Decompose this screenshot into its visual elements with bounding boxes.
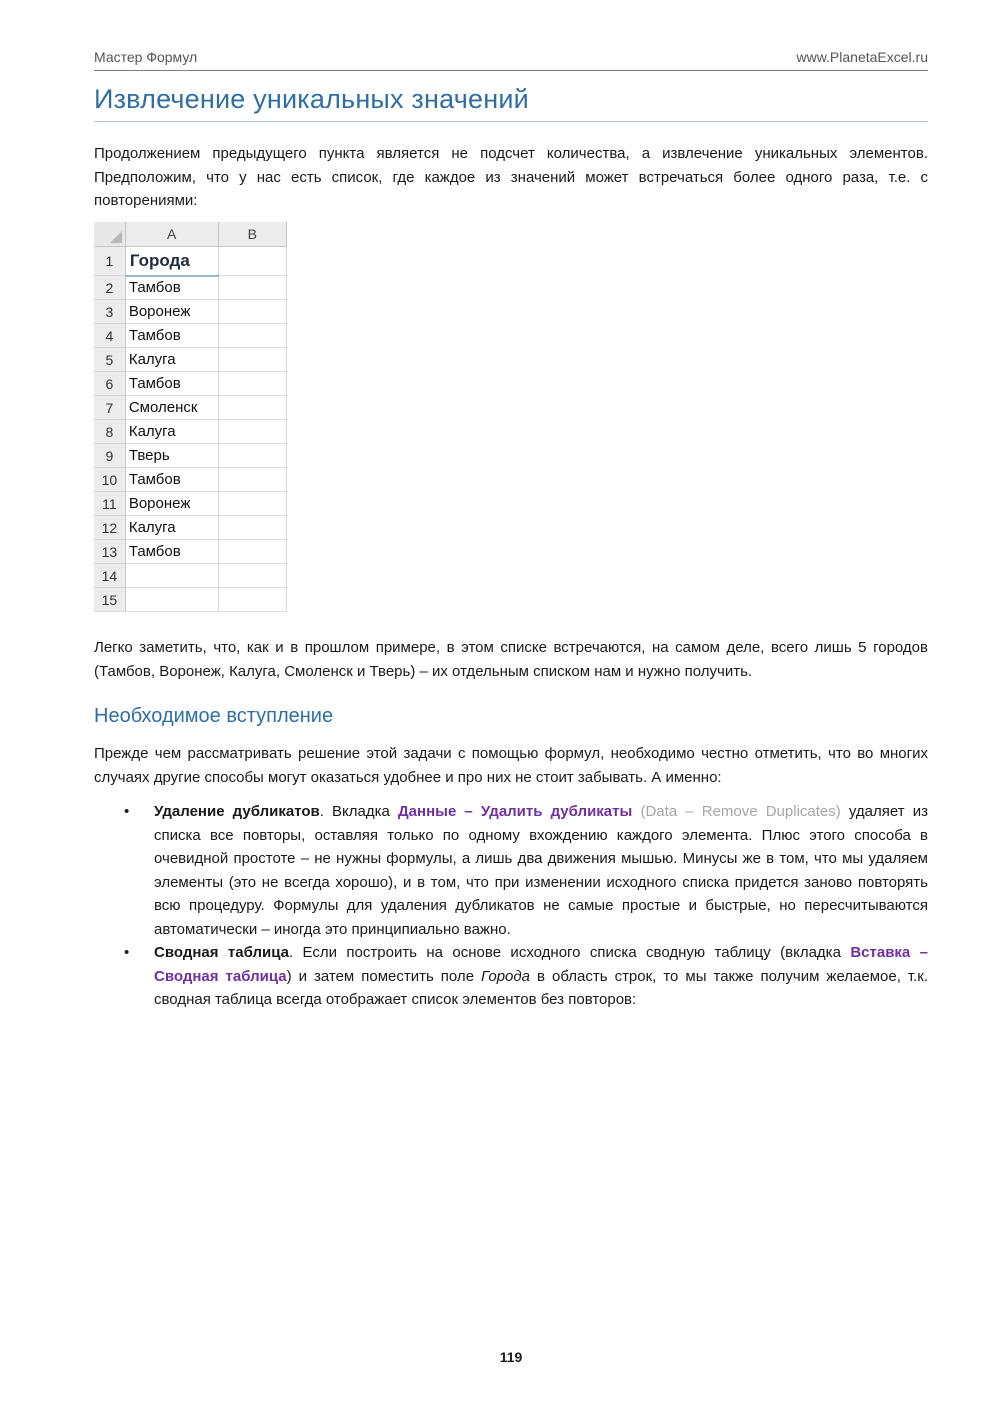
row-header: 5: [94, 348, 125, 372]
menu-path-pivot-table: Вставка – Сводная таблица: [154, 944, 929, 985]
running-header: [94, 46, 928, 71]
city-cell: Тамбов: [125, 468, 218, 492]
bullet-icon: •: [124, 944, 130, 961]
empty-cell: [218, 372, 286, 396]
row-header: 2: [94, 276, 125, 300]
row-header: 15: [94, 588, 125, 612]
table-row: [94, 588, 287, 612]
subheading: Необходимое вступление: [94, 705, 334, 727]
city-cell: Тамбов: [125, 276, 218, 300]
empty-cell: [218, 444, 286, 468]
section-title: Извлечение уникальных значений: [94, 84, 928, 122]
city-cell: Тверь: [125, 444, 218, 468]
text-span: . Вкладка: [319, 803, 398, 820]
text-span: ) и затем поместить поле: [286, 967, 482, 985]
table-row: [94, 492, 287, 516]
text-span: удаляет из списка все повторы, оставляя только по одному вхождению каждого элемента. Плюс этого способа в очевидной простоте – не нужны формулы, а лишь два движения мышью. Минусы же в том, что мы удаляем элементы (это не всегда хорошо), и в том, что при изменении исходного списка придется заново повторять всю процедуру. Формулы для удаления дубликатов не самые простые и быстрые, но пересчитываются автоматически – иногда это принципиально важно.: [154, 803, 928, 938]
row-header: 13: [94, 540, 125, 564]
empty-cell: [218, 276, 286, 300]
city-cell: Тамбов: [125, 540, 218, 564]
menu-path-remove-duplicates: Данные – Удалить дубликаты: [398, 803, 633, 820]
select-all-corner: [94, 222, 125, 247]
term-remove-duplicates: Удаление дубликатов: [154, 803, 320, 820]
city-cell: Калуга: [125, 348, 218, 372]
menu-path-english: (Data – Remove Duplicates): [640, 803, 841, 820]
row-header: 7: [94, 396, 125, 420]
empty-cell: [218, 564, 286, 588]
row-header: 1: [94, 247, 125, 276]
empty-cell: [218, 420, 286, 444]
city-cell: [125, 588, 218, 612]
table-row: [94, 348, 287, 372]
list-item-remove-duplicates: [94, 800, 928, 941]
row-header: 9: [94, 444, 125, 468]
row-header: 14: [94, 564, 125, 588]
field-name: Города: [481, 967, 531, 985]
city-cell: Смоленск: [125, 396, 218, 420]
empty-cell: [218, 492, 286, 516]
city-cell: Тамбов: [125, 324, 218, 348]
table-row: [94, 540, 287, 564]
table-row: [94, 516, 287, 540]
city-cell: Тамбов: [125, 372, 218, 396]
city-cell: Калуга: [125, 516, 218, 540]
city-cell: Воронеж: [125, 492, 218, 516]
methods-list: [94, 800, 928, 1012]
row-header: 8: [94, 420, 125, 444]
sheet-rows: [94, 276, 287, 612]
intro-paragraph: Продолжением предыдущего пункта является не подсчет количества, а извлечение уникальных элементов. Предположим, что у нас есть список, где каждое из значений может встречаться более одного раза, т.е. с повторениями:: [94, 145, 928, 209]
page-number: 119: [499, 1349, 523, 1365]
city-cell: [125, 564, 218, 588]
city-cell: Калуга: [125, 420, 218, 444]
list-item-pivot-table: [94, 941, 928, 1012]
empty-cell: [218, 468, 286, 492]
intro2-paragraph: Прежде чем рассматривать решение этой задачи с помощью формул, необходимо честно отметить, что во многих случаях другие способы могут оказаться удобнее и про них не стоит забывать. А именно:: [94, 745, 928, 786]
corner-triangle-icon: [110, 231, 122, 243]
row-header: 3: [94, 300, 125, 324]
spreadsheet-grid: [94, 222, 287, 612]
row-header: 11: [94, 492, 125, 516]
table-row: [94, 420, 287, 444]
column-title-cell: Города: [125, 247, 218, 276]
after-sheet-paragraph: Легко заметить, что, как и в прошлом примере, в этом списке встречаются, на самом деле, всего лишь 5 городов (Тамбов, Воронеж, Калуга, Смоленск и Тверь) – их отдельным списком нам и нужно получить.: [94, 639, 928, 680]
row-header: 12: [94, 516, 125, 540]
bullet-icon: •: [124, 803, 130, 820]
table-row: [94, 372, 287, 396]
row-header: 6: [94, 372, 125, 396]
term-pivot-table: Сводная таблица: [154, 944, 289, 961]
document-page: [94, 0, 928, 1403]
city-cell: Воронеж: [125, 300, 218, 324]
table-row: [94, 468, 287, 492]
column-header-a: A: [125, 222, 218, 247]
column-header-b: B: [218, 222, 286, 247]
empty-cell: [218, 396, 286, 420]
row-header: 10: [94, 468, 125, 492]
cut-off-fade: [94, 609, 287, 623]
header-book-title: Мастер Формул: [94, 49, 198, 65]
table-row: [94, 396, 287, 420]
empty-cell: [218, 540, 286, 564]
text-span: . Если построить на основе исходного списка сводную таблицу (вкладка: [288, 944, 851, 961]
table-row: [94, 300, 287, 324]
table-row: [94, 324, 287, 348]
empty-cell: [218, 247, 286, 276]
empty-cell: [218, 300, 286, 324]
empty-cell: [218, 588, 286, 612]
table-row: [94, 276, 287, 300]
empty-cell: [218, 348, 286, 372]
table-row: [94, 564, 287, 588]
empty-cell: [218, 516, 286, 540]
text-span: в область строк, то мы также получим желаемое, т.к. сводная таблица всегда отображает список элементов без повторов:: [154, 967, 928, 1008]
row-header: 4: [94, 324, 125, 348]
header-website: www.PlanetaExcel.ru: [796, 49, 928, 65]
spreadsheet-screenshot: [94, 222, 287, 623]
empty-cell: [218, 324, 286, 348]
table-row: [94, 444, 287, 468]
